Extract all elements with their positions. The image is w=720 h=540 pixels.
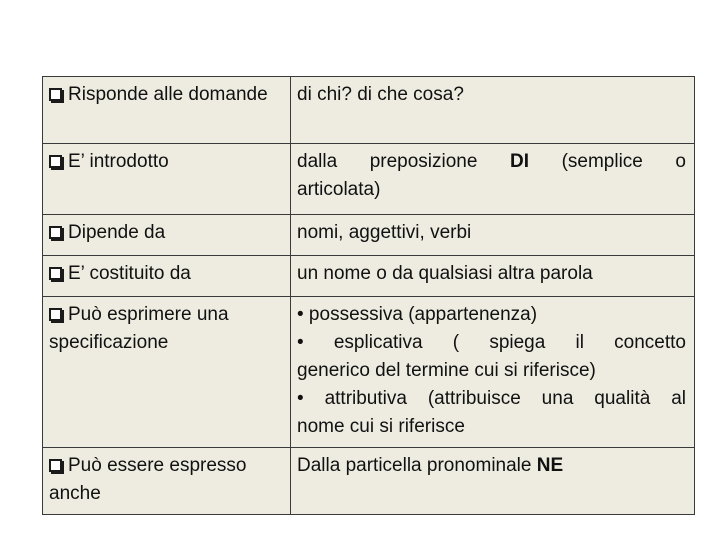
row-value-cell [291, 215, 695, 256]
table-row [43, 256, 695, 297]
row-value-text: (semplice o [561, 151, 686, 172]
checkbox-bullet-icon [49, 459, 62, 472]
row-value-line: nome cui si riferisce [297, 416, 465, 437]
row-value-cell [291, 448, 695, 515]
grammar-table [42, 76, 695, 515]
row-label-cell [43, 297, 291, 448]
row-value-line: • esplicativa ( spiega il concetto [297, 332, 686, 353]
row-label-cell [43, 448, 291, 515]
row-label-cell [43, 215, 291, 256]
checkbox-bullet-icon [49, 226, 62, 239]
row-value-emphasis: NE [536, 455, 564, 476]
checkbox-bullet-icon [49, 88, 62, 101]
row-value-cell [291, 256, 695, 297]
row-label: Risponde alle domande [68, 84, 268, 105]
checkbox-bullet-icon [49, 267, 62, 280]
row-value-line: • possessiva (appartenenza) [297, 304, 538, 325]
row-value: nomi, aggettivi, verbi [297, 222, 472, 243]
row-label-cell [43, 144, 291, 215]
row-value-emphasis: DI [510, 151, 529, 172]
row-value-cell [291, 77, 695, 144]
row-label: E’ introdotto [68, 151, 169, 172]
row-label-cell [43, 256, 291, 297]
checkbox-bullet-icon [49, 308, 62, 321]
checkbox-bullet-icon [49, 155, 62, 168]
row-label-cell [43, 77, 291, 144]
table-row [43, 448, 695, 515]
row-label: Dipende da [68, 222, 166, 243]
row-label: Può esprimere una specificazione [49, 304, 229, 353]
table-row [43, 215, 695, 256]
row-value: un nome o da qualsiasi altra parola [297, 263, 593, 284]
row-value-cell [291, 144, 695, 215]
row-value: di chi? di che cosa? [297, 84, 464, 105]
table-row [43, 297, 695, 448]
table-row [43, 77, 695, 144]
row-value-cell [291, 297, 695, 448]
row-label: E’ costituito da [68, 263, 191, 284]
row-value-text: dalla preposizione [297, 151, 478, 172]
row-value-line: generico del termine cui si riferisce) [297, 360, 596, 381]
row-value-line: articolata) [297, 179, 381, 200]
row-value-line: • attributiva (attribuisce una qualità al [297, 388, 686, 409]
row-value-line [297, 148, 686, 176]
row-label: Può essere espresso anche [49, 455, 247, 504]
table-row [43, 144, 695, 215]
row-value-text: Dalla particella pronominale [297, 455, 532, 476]
